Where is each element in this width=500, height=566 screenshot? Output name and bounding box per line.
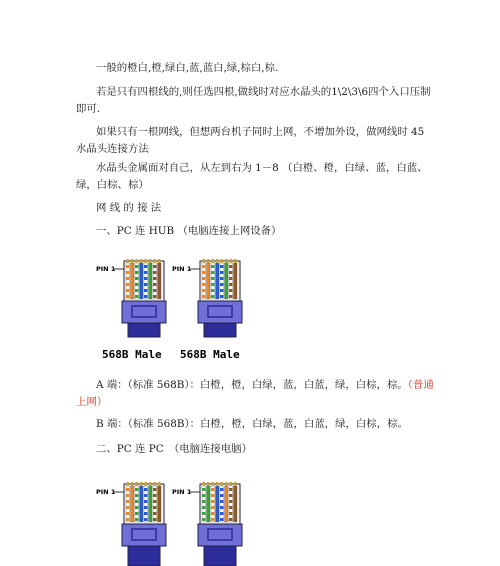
pin1-label-right: PIN 1 [172, 265, 192, 273]
wire-stripe [220, 506, 224, 509]
wire-stripe [220, 494, 224, 497]
contact-pin [225, 259, 228, 263]
pin1-label-2-left: PIN 1 [96, 488, 116, 496]
contact-pin [221, 259, 224, 263]
contact-pin [158, 259, 161, 263]
wire-stripe [211, 277, 215, 280]
wire-stripe [211, 265, 215, 268]
caption-right: 568B Male [180, 348, 240, 361]
contact-pin [127, 259, 130, 263]
wire-stripe [202, 271, 206, 274]
wire-stripe [144, 289, 148, 292]
paragraph-color-order: 一般的橙白,橙,绿白,蓝,蓝白,绿,棕白,棕. [96, 62, 279, 74]
wire-stripe [211, 271, 215, 274]
contact-pin [212, 482, 215, 486]
section-1-title: 一、PC 连 HUB （电脑连接上网设备） [96, 225, 282, 237]
contact-pin [131, 259, 134, 263]
contact-pin [136, 259, 139, 263]
wire-stripe [144, 512, 148, 515]
connector-left [96, 259, 166, 361]
wire-stripe [229, 295, 233, 298]
wire-stripe [153, 265, 157, 268]
wire-stripe [211, 295, 215, 298]
wire-stripe [126, 512, 130, 515]
wire-stripe [135, 500, 139, 503]
wire-stripe [144, 271, 148, 274]
wire-4 [140, 486, 144, 522]
contact-pin [140, 482, 143, 486]
wire-stripe [153, 500, 157, 503]
connector2-left [96, 482, 166, 566]
contact-pin [154, 259, 157, 263]
wire-stripe [153, 518, 157, 521]
contact-pin [234, 259, 237, 263]
wire-stripe [135, 277, 139, 280]
wire-stripe [202, 289, 206, 292]
wire-stripe [211, 500, 215, 503]
contact-pin [131, 482, 134, 486]
wire-stripe [126, 506, 130, 509]
wire-7 [229, 486, 233, 522]
connector-right [172, 259, 242, 361]
wire-stripe [202, 494, 206, 497]
paragraph-four-wire: 若是只有四根线的,则任选四根,做线时对应水晶头的1\2\3\6四个入口压制即可. [76, 86, 431, 115]
wire-1 [202, 263, 206, 299]
contact-pin [230, 259, 233, 263]
wire-5 [144, 263, 148, 299]
contact-pin [234, 482, 237, 486]
wire-stripe [202, 518, 206, 521]
wire-stripe [220, 518, 224, 521]
wire-stripe [153, 506, 157, 509]
pin1-label-2-right: PIN 1 [172, 488, 192, 496]
a-end-note: （普通上网） [76, 379, 434, 408]
wire-stripe [126, 283, 130, 286]
wire-stripe [135, 518, 139, 521]
wire-6 [149, 263, 153, 299]
wire-stripe [144, 494, 148, 497]
wire-stripe [202, 488, 206, 491]
wire-stripe [126, 271, 130, 274]
wire-stripe [220, 283, 224, 286]
wire-stripe [229, 506, 233, 509]
contact-pin [207, 482, 210, 486]
wire-stripe [153, 283, 157, 286]
contact-pin [221, 482, 224, 486]
wire-stripe [144, 518, 148, 521]
wire-7 [153, 486, 157, 522]
wire-stripe [202, 500, 206, 503]
wire-stripe [135, 295, 139, 298]
wire-stripe [126, 289, 130, 292]
wire-stripe [229, 271, 233, 274]
wire-stripe [229, 277, 233, 280]
contact-pin [154, 482, 157, 486]
wire-stripe [220, 289, 224, 292]
wire-stripe [220, 265, 224, 268]
contact-pin [203, 482, 206, 486]
wire-stripe [144, 506, 148, 509]
wire-stripe [211, 518, 215, 521]
wire-stripe [211, 494, 215, 497]
wire-4 [140, 263, 144, 299]
wire-3 [211, 263, 215, 299]
wire-stripe [153, 277, 157, 280]
wire-1 [126, 263, 130, 299]
wire-stripe [126, 494, 130, 497]
wire-2 [131, 486, 135, 522]
wire-stripe [135, 283, 139, 286]
wire-5 [220, 263, 224, 299]
wire-stripe [211, 283, 215, 286]
contact-pin [203, 259, 206, 263]
rj45-diagram-crossover [96, 478, 246, 566]
wire-stripe [135, 512, 139, 515]
wire-1 [126, 486, 130, 522]
b-end-line: B 端：（标准 568B）：白橙，橙，白绿，蓝，白蓝，绿，白棕，棕。 [96, 418, 408, 430]
contact-pin [136, 482, 139, 486]
contact-pin [149, 482, 152, 486]
wire-5 [220, 486, 224, 522]
wire-stripe [220, 512, 224, 515]
paragraph-single-cable: 如果只有一根网线，但想两台机子同时上网，不增加外设，做网线时 45 水晶头连接方法 [76, 126, 425, 155]
contact-pin [149, 259, 152, 263]
wire-stripe [202, 295, 206, 298]
wire-stripe [202, 512, 206, 515]
wire-stripe [220, 277, 224, 280]
contact-pin [230, 482, 233, 486]
contact-pin [158, 482, 161, 486]
wire-stripe [202, 283, 206, 286]
rj45-diagram-568b [96, 255, 246, 370]
wire-1 [202, 486, 206, 522]
a-end-text: A 端：（标准 568B）：白橙，橙，白绿，蓝，白蓝，绿，白棕，棕。 [96, 379, 408, 391]
wire-stripe [211, 506, 215, 509]
wire-8 [234, 263, 238, 299]
wire-stripe [153, 295, 157, 298]
wire-4 [216, 263, 220, 299]
contact-pin [127, 482, 130, 486]
wire-stripe [229, 500, 233, 503]
wire-6 [149, 486, 153, 522]
wire-stripe [144, 295, 148, 298]
wire-8 [158, 486, 162, 522]
wire-stripe [126, 500, 130, 503]
wire-stripe [220, 295, 224, 298]
wire-stripe [229, 289, 233, 292]
wire-2 [131, 263, 135, 299]
contact-pin [145, 259, 148, 263]
wire-8 [234, 486, 238, 522]
wire-2 [207, 486, 211, 522]
wire-7 [153, 263, 157, 299]
wire-stripe [144, 488, 148, 491]
wire-7 [229, 263, 233, 299]
wire-5 [144, 486, 148, 522]
wire-stripe [144, 500, 148, 503]
paragraph-pin-order: 水晶头金属面对自己，从左到右为 1－8 （白橙、橙，白绿、蓝，白蓝、绿，白棕、棕） [76, 162, 428, 191]
wire-8 [158, 263, 162, 299]
wire-stripe [144, 283, 148, 286]
wire-stripe [229, 518, 233, 521]
wire-6 [225, 263, 229, 299]
wire-stripe [153, 494, 157, 497]
wire-3 [135, 486, 139, 522]
wire-stripe [229, 512, 233, 515]
wire-stripe [202, 277, 206, 280]
wire-stripe [126, 277, 130, 280]
wire-stripe [144, 277, 148, 280]
contact-pin [140, 259, 143, 263]
wire-stripe [202, 506, 206, 509]
contact-pin [212, 259, 215, 263]
wire-stripe [229, 283, 233, 286]
wire-stripe [220, 500, 224, 503]
wire-stripe [153, 512, 157, 515]
wire-stripe [153, 488, 157, 491]
wire-stripe [153, 271, 157, 274]
wire-stripe [135, 265, 139, 268]
wire-stripe [229, 265, 233, 268]
wire-stripe [229, 488, 233, 491]
wire-stripe [220, 271, 224, 274]
wire-stripe [211, 289, 215, 292]
wire-stripe [126, 488, 130, 491]
wire-2 [207, 263, 211, 299]
wire-stripe [126, 265, 130, 268]
connector2-right [172, 482, 242, 566]
caption-left: 568B Male [102, 348, 162, 361]
wire-3 [211, 486, 215, 522]
wire-stripe [229, 494, 233, 497]
wire-3 [135, 263, 139, 299]
wire-stripe [135, 289, 139, 292]
wire-stripe [211, 488, 215, 491]
contact-pin [145, 482, 148, 486]
wire-4 [216, 486, 220, 522]
contact-pin [216, 482, 219, 486]
section-2-title: 二、PC 连 PC （电脑连接电脑） [96, 443, 252, 455]
pin1-label-left: PIN 1 [96, 265, 116, 273]
contact-pin [216, 259, 219, 263]
wire-stripe [144, 265, 148, 268]
wire-stripe [135, 506, 139, 509]
wire-stripe [126, 518, 130, 521]
wire-stripe [211, 512, 215, 515]
contact-pin [225, 482, 228, 486]
wire-stripe [220, 488, 224, 491]
contact-pin [207, 259, 210, 263]
a-end-line [76, 377, 436, 411]
wire-stripe [135, 494, 139, 497]
wire-stripe [135, 488, 139, 491]
wire-stripe [135, 271, 139, 274]
wire-stripe [202, 265, 206, 268]
wire-6 [225, 486, 229, 522]
wire-stripe [126, 295, 130, 298]
wire-stripe [153, 289, 157, 292]
section-heading: 网 线 的 接 法 [96, 202, 162, 214]
